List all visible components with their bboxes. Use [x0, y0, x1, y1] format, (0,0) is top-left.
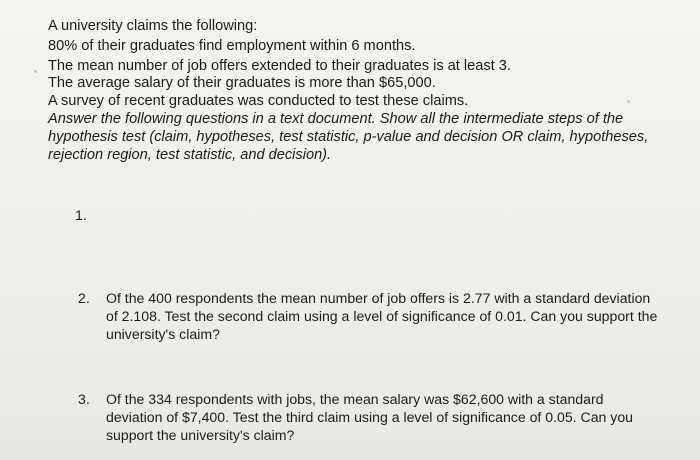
question-text-line: deviation of $7,400. Test the third claim using a level of significance of 0.05. Can you: [106, 409, 634, 425]
question-text-line: Of the 400 respondents the mean number of job offers is 2.77 with a standard deviation: [106, 290, 651, 306]
intro-line: The mean number of job offers extended to their graduates is at least 3.: [48, 58, 511, 74]
instructions-line: hypothesis test (claim, hypotheses, test statistic, p-value and decision OR claim, hypotheses,: [48, 129, 649, 145]
intro-line: 80% of their graduates find employment within 6 months.: [48, 38, 416, 54]
question-text-line: of 2.108. Test the second claim using a level of significance of 0.01. Can you support the: [106, 308, 658, 324]
question-number: 1.: [75, 207, 87, 223]
intro-line: The average salary of their graduates is more than $65,000.: [48, 75, 436, 91]
intro-line: A university claims the following:: [48, 18, 258, 34]
question-number: 2.: [78, 290, 90, 306]
instructions-line: Answer the following questions in a text document. Show all the intermediate steps of the: [48, 111, 624, 127]
question-text-line: support the university's claim?: [106, 427, 295, 443]
question-number: 3.: [78, 391, 90, 407]
question-text-line: Of the 334 respondents with jobs, the mean salary was $62,600 with a standard: [106, 391, 604, 407]
speck-mark: [34, 70, 37, 73]
question-text-line: university's claim?: [106, 326, 220, 342]
speck-mark: [627, 100, 630, 103]
instructions-line: rejection region, test statistic, and decision).: [48, 147, 332, 163]
intro-line: A survey of recent graduates was conducted to test these claims.: [48, 93, 469, 109]
